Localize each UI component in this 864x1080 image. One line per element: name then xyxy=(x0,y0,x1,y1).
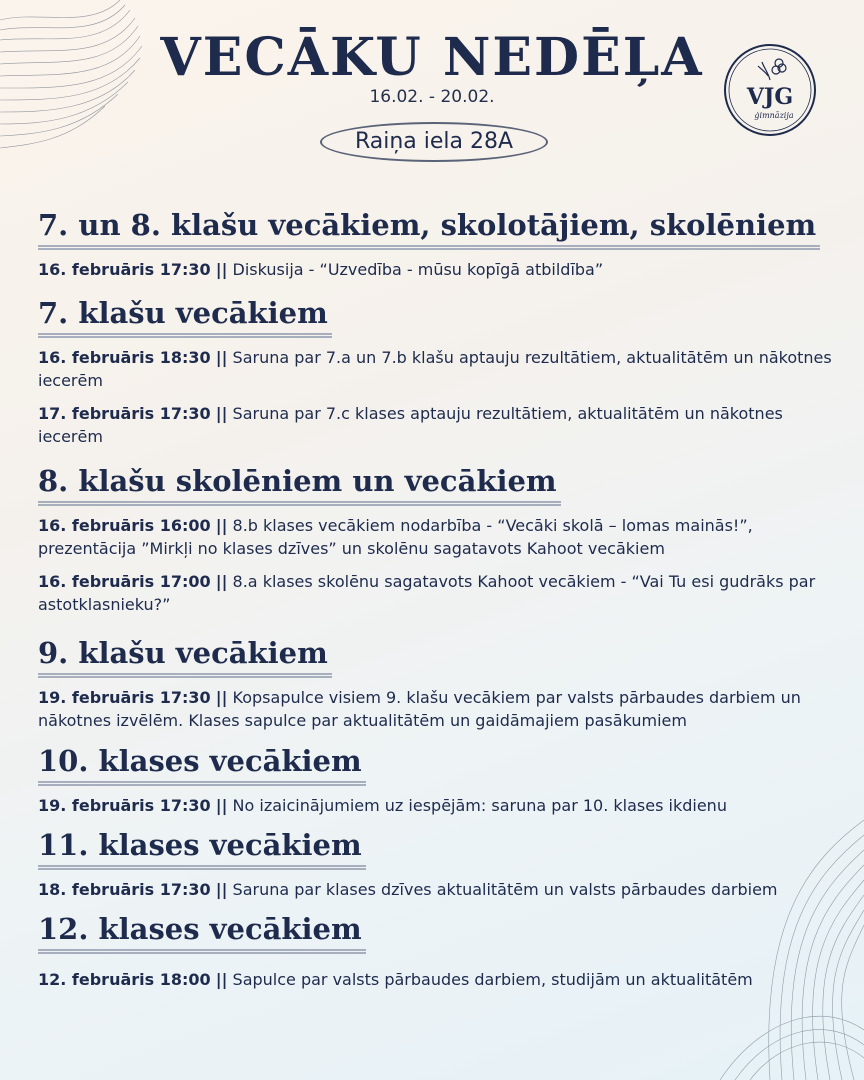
event-time: 12. februāris 18:00 xyxy=(38,970,211,989)
section-10-parents xyxy=(38,742,834,817)
event-text: Kopsapulce visiem 9. klašu vecākiem par valsts pārbaudes darbiem un nākotnes izvēlēm. Klases sapulce par aktualitātēm un gaidāmajiem pasākumiem xyxy=(38,688,801,730)
section-heading: 8. klašu skolēniem un vecākiem xyxy=(38,462,561,506)
event-time: 16. februāris 18:30 xyxy=(38,348,211,367)
event-entry: 16. februāris 18:30 || Saruna par 7.a un 7.b klašu aptauju rezultātiem, aktualitātēm un nākotnes iecerēm xyxy=(38,348,832,390)
event-entry: 19. februāris 17:30 || Kopsapulce visiem 9. klašu vecākiem par valsts pārbaudes darbiem un nākotnes izvēlēm. Klases sapulce par aktualitātēm un gaidāmajiem pasākumiem xyxy=(38,688,801,730)
section-11-parents xyxy=(38,826,834,901)
event-text: Saruna par 7.a un 7.b klašu aptauju rezultātiem, aktualitātēm un nākotnes iecerēm xyxy=(38,348,832,390)
section-8-students-parents xyxy=(38,462,834,616)
section-heading: 12. klases vecākiem xyxy=(38,910,366,954)
event-time: 16. februāris 17:30 xyxy=(38,260,211,279)
event-time: 16. februāris 17:00 xyxy=(38,572,211,591)
event-text: Diskusija - “Uzvedība - mūsu kopīgā atbildība” xyxy=(232,260,604,279)
address-badge: Raiņa iela 28A xyxy=(320,122,548,162)
event-text: 8.b klases vecākiem nodarbība - “Vecāki skolā – lomas mainās!”, prezentācija ”Mirkļi no klases dzīves” un skolēnu sagatavots Kahoot vecākiem xyxy=(38,516,753,558)
section-heading: 10. klases vecākiem xyxy=(38,742,366,786)
event-entry: 16. februāris 17:30 || Diskusija - “Uzvedība - mūsu kopīgā atbildība” xyxy=(38,260,604,279)
section-7-8-all xyxy=(38,206,834,281)
event-entry: 12. februāris 18:00 || Sapulce par valsts pārbaudes darbiem, studijām un aktualitātēm xyxy=(38,970,753,989)
event-entry: 16. februāris 17:00 || 8.a klases skolēnu sagatavots Kahoot vecākiem - “Vai Tu esi gudrāks par astotklasnieku?” xyxy=(38,572,816,614)
event-time: 18. februāris 17:30 xyxy=(38,880,211,899)
flower-icon xyxy=(758,59,786,80)
event-text: Saruna par 7.c klases aptauju rezultātiem, aktualitātēm un nākotnes iecerēm xyxy=(38,404,783,446)
event-text: 8.a klases skolēnu sagatavots Kahoot vecākiem - “Vai Tu esi gudrāks par astotklasnieku?” xyxy=(38,572,816,614)
event-dates: 16.02. - 20.02. xyxy=(369,87,495,107)
school-logo xyxy=(722,42,818,138)
event-time: 16. februāris 16:00 xyxy=(38,516,211,535)
section-12-parents xyxy=(38,910,834,991)
event-time: 19. februāris 17:30 xyxy=(38,688,211,707)
logo-text: VJG xyxy=(746,84,794,110)
section-heading: 11. klases vecākiem xyxy=(38,826,366,870)
section-7-parents xyxy=(38,294,834,448)
event-entry: 18. februāris 17:30 || Saruna par klases dzīves aktualitātēm un valsts pārbaudes darbiem xyxy=(38,880,778,899)
event-time: 19. februāris 17:30 xyxy=(38,796,211,815)
event-text: No izaicinājumiem uz iespējām: saruna par 10. klases ikdienu xyxy=(232,796,727,815)
event-text: Sapulce par valsts pārbaudes darbiem, studijām un aktualitātēm xyxy=(232,970,753,989)
section-heading: 9. klašu vecākiem xyxy=(38,634,332,678)
section-heading: 7. klašu vecākiem xyxy=(38,294,332,338)
section-9-parents xyxy=(38,634,834,732)
event-time: 17. februāris 17:30 xyxy=(38,404,211,423)
event-text: Saruna par klases dzīves aktualitātēm un valsts pārbaudes darbiem xyxy=(232,880,778,899)
section-heading: 7. un 8. klašu vecākiem, skolotājiem, skolēniem xyxy=(38,206,820,250)
event-entry: 17. februāris 17:30 || Saruna par 7.c klases aptauju rezultātiem, aktualitātēm un nākotnes iecerēm xyxy=(38,404,783,446)
event-entry: 16. februāris 16:00 || 8.b klases vecākiem nodarbība - “Vecāki skolā – lomas mainās!”, prezentācija ”Mirkļi no klases dzīves” un skolēnu sagatavots Kahoot vecākiem xyxy=(38,516,753,558)
page-title: VECĀKU NEDĒĻA xyxy=(160,27,704,88)
logo-caption: ģimnāzija xyxy=(754,111,794,120)
event-entry: 19. februāris 17:30 || No izaicinājumiem uz iespējām: saruna par 10. klases ikdienu xyxy=(38,796,727,815)
